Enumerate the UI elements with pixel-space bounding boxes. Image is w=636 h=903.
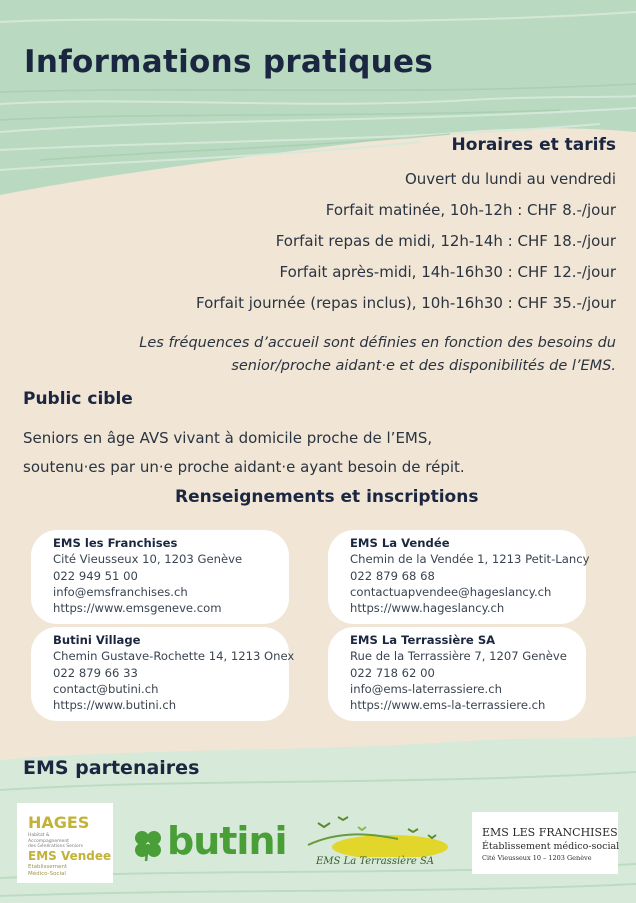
rate-lunch: Forfait repas de midi, 12h-14h : CHF 18.-/jour <box>275 232 616 250</box>
contact-website-link[interactable]: https://www.hageslancy.ch <box>350 601 505 616</box>
vendee-logo-name: EMS Vendee <box>28 849 112 863</box>
audience-line: Seniors en âge AVS vivant à domicile proche de l’EMS, <box>23 429 433 447</box>
contact-email-link[interactable]: contact@butini.ch <box>53 681 159 696</box>
franchises-logo-address: Cité Vieusseux 10 – 1203 Genève <box>482 854 592 862</box>
audience-text <box>23 424 465 482</box>
contact-phone[interactable]: 022 949 51 00 <box>53 568 138 583</box>
contact-address: Chemin Gustave-Rochette 14, 1213 Onex <box>53 649 295 664</box>
rate-afternoon: Forfait après-midi, 14h-16h30 : CHF 12.-/jour <box>279 263 616 281</box>
opening-days: Ouvert du lundi au vendredi <box>404 170 616 188</box>
contact-address: Cité Vieusseux 10, 1203 Genève <box>53 552 243 567</box>
contact-phone[interactable]: 022 879 68 68 <box>350 568 435 583</box>
partners-heading: EMS partenaires <box>23 757 200 779</box>
page-title: Informations pratiques <box>24 44 434 80</box>
contact-card-franchises <box>31 530 289 624</box>
contact-name: EMS les Franchises <box>53 536 178 550</box>
contact-name: EMS La Terrassière SA <box>350 633 496 647</box>
contact-website-link[interactable]: https://www.butini.ch <box>53 698 177 713</box>
audience-line: soutenu·es par un·e proche aidant·e ayant besoin de répit. <box>23 458 465 476</box>
contact-card-terrassiere <box>328 627 586 721</box>
hages-vendee-logo <box>17 803 113 883</box>
birds-landscape-icon <box>298 811 456 857</box>
clover-icon <box>133 828 163 862</box>
rate-morning: Forfait matinée, 10h-12h : CHF 8.-/jour <box>325 201 616 219</box>
contact-address: Rue de la Terrassière 7, 1207 Genève <box>350 649 567 664</box>
contact-email-link[interactable]: info@emsfranchises.ch <box>53 584 188 599</box>
contact-card-butini <box>31 627 295 721</box>
contact-phone[interactable]: 022 718 62 00 <box>350 665 435 680</box>
audience-heading: Public cible <box>23 389 133 409</box>
terrassiere-logo <box>298 811 456 871</box>
contact-email-link[interactable]: contactuapvendee@hageslancy.ch <box>350 584 552 599</box>
contact-address: Chemin de la Vendée 1, 1213 Petit-Lancy <box>350 552 590 567</box>
schedule-rates <box>196 172 616 327</box>
hages-logo-tagline: Habitat & Accompagnement des Générations Seniors <box>28 833 83 849</box>
contacts-heading: Renseignements et inscriptions <box>175 487 479 507</box>
contact-email-link[interactable]: info@ems-laterrassiere.ch <box>350 681 502 696</box>
contact-website-link[interactable]: https://www.emsgeneve.com <box>53 601 222 616</box>
schedule-heading: Horaires et tarifs <box>451 135 616 155</box>
franchises-logo <box>472 812 618 874</box>
franchises-logo-name: EMS LES FRANCHISES <box>482 826 618 839</box>
hages-logo-name: HAGES <box>28 813 90 832</box>
contact-name: EMS La Vendée <box>350 536 450 550</box>
vendee-logo-tagline: Etablissement Médico-Social <box>28 864 68 877</box>
frequency-note <box>139 332 616 378</box>
contact-name: Butini Village <box>53 633 141 647</box>
butini-logo <box>133 818 287 866</box>
note-line: Les fréquences d’accueil sont définies en fonction des besoins du <box>139 335 616 351</box>
contact-website-link[interactable]: https://www.ems-la-terrassiere.ch <box>350 698 546 713</box>
terrassiere-logo-text: EMS La Terrassière SA <box>316 856 435 867</box>
rate-day: Forfait journée (repas inclus), 10h-16h30 : CHF 35.-/jour <box>196 294 616 312</box>
note-line: senior/proche aidant·e et des disponibilités de l’EMS. <box>231 358 616 374</box>
contact-card-vendee <box>328 530 590 624</box>
butini-logo-text: butini <box>167 819 287 863</box>
contact-phone[interactable]: 022 879 66 33 <box>53 665 138 680</box>
franchises-logo-tagline: Établissement médico-social <box>482 841 620 852</box>
